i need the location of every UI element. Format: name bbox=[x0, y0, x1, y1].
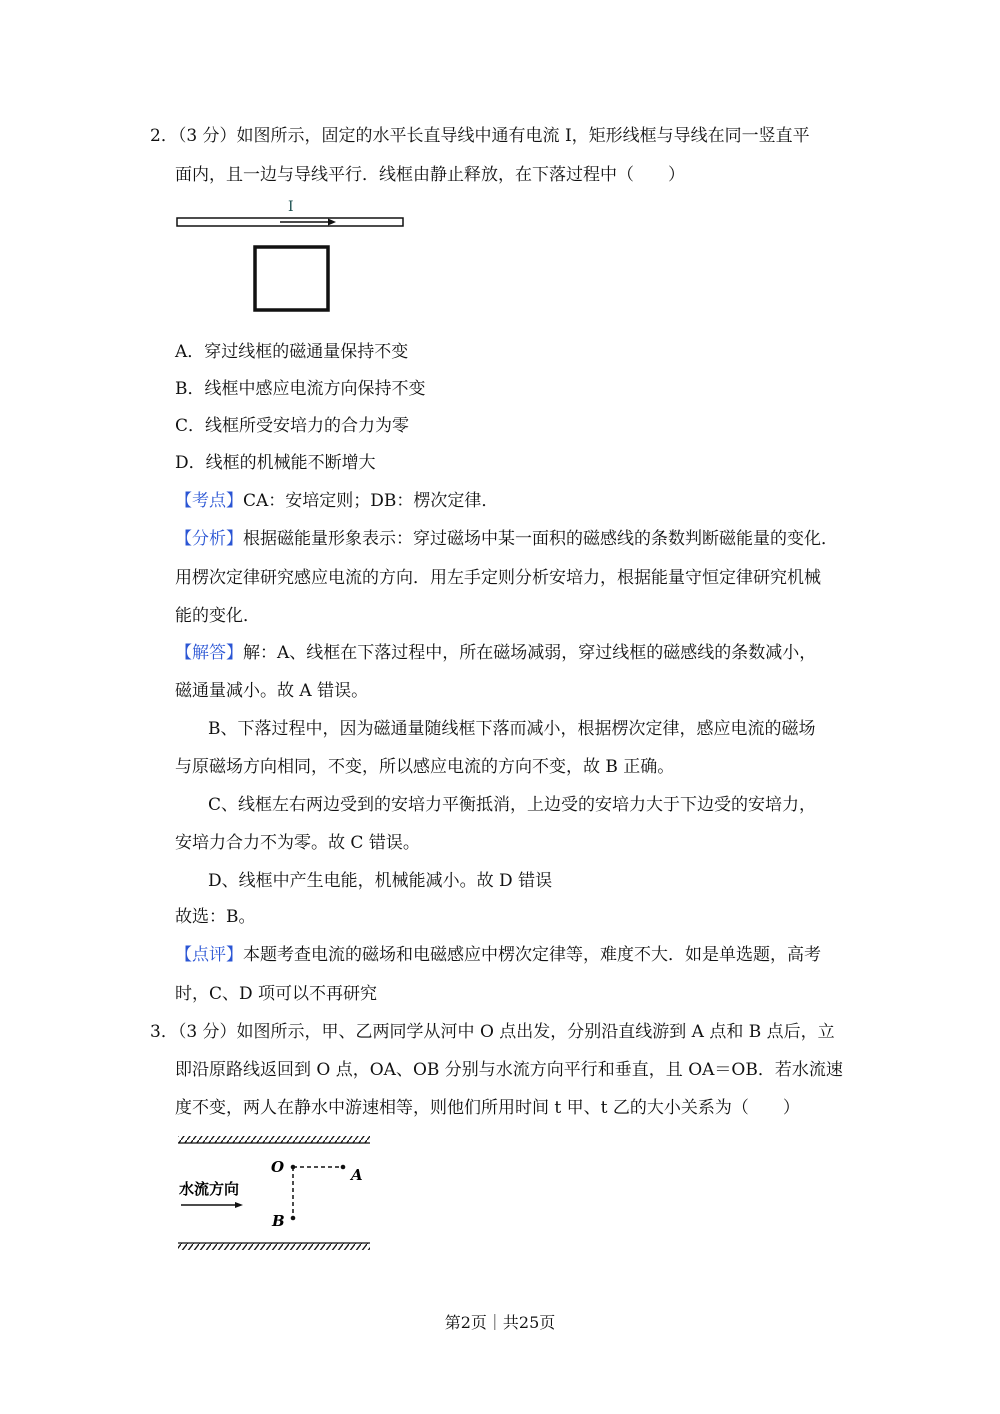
jieda-line4: 与原磁场方向相同，不变，所以感应电流的方向不变，故 B 正确。 bbox=[175, 757, 675, 777]
kaodian-text: CA：安培定则；DB：楞次定律． bbox=[243, 491, 499, 511]
fenxi-text1: 根据磁能量形象表示：穿过磁场中某一面积的磁感线的条数判断磁能量的变化． bbox=[243, 529, 838, 549]
rect-frame bbox=[255, 247, 328, 310]
jieda-tag: 【解答】 bbox=[175, 643, 243, 663]
jieda-line1 bbox=[175, 641, 816, 665]
dianping-line1 bbox=[175, 943, 821, 967]
jieda-line3: B、下落过程中，因为磁通量随线框下落而减小，根据楞次定律，感应电流的磁场 bbox=[208, 719, 816, 739]
q2-option-c: C．线框所受安培力的合力为零 bbox=[175, 416, 410, 436]
q3-stem-line2: 即沿原路线返回到 O 点，OA、OB 分别与水流方向平行和垂直，且 OA＝OB．若水流速 bbox=[175, 1060, 843, 1080]
current-arrowhead bbox=[328, 219, 336, 226]
q2-stem-line2: 面内，且一边与导线平行．线框由静止释放，在下落过程中（ ） bbox=[175, 165, 685, 185]
current-label: I bbox=[288, 199, 294, 215]
point-a-label: A bbox=[351, 1166, 363, 1184]
fenxi-tag: 【分析】 bbox=[175, 529, 243, 549]
point-a bbox=[341, 1165, 346, 1170]
q2-stem-line1: 2．（3 分）如图所示，固定的水平长直导线中通有电流 I，矩形线框与导线在同一竖直平 bbox=[150, 126, 810, 146]
dianping-tag: 【点评】 bbox=[175, 945, 243, 965]
jieda-line2: 磁通量减小。故 A 错误。 bbox=[175, 681, 369, 701]
dianping-text1: 本题考查电流的磁场和电磁感应中楞次定律等，难度不大．如是单选题，高考 bbox=[243, 945, 821, 965]
point-b bbox=[291, 1216, 296, 1221]
flow-arrowhead bbox=[235, 1202, 243, 1208]
page-footer: 第2页｜共25页 bbox=[444, 1313, 556, 1332]
jieda-line6: 安培力合力不为零。故 C 错误。 bbox=[175, 833, 420, 853]
bottom-bank-hatch bbox=[178, 1243, 370, 1250]
fenxi-line3: 能的变化． bbox=[175, 606, 260, 626]
top-bank-hatch bbox=[178, 1136, 370, 1143]
q3-stem-line1: 3．（3 分）如图所示，甲、乙两同学从河中 O 点出发，分别沿直线游到 A 点和 B 点后，立 bbox=[150, 1022, 835, 1042]
flow-direction-label: 水流方向 bbox=[179, 1180, 240, 1198]
jieda-line8: 故选：B。 bbox=[175, 907, 256, 927]
jieda-line7: D、线框中产生电能，机械能减小。故 D 错误 bbox=[208, 871, 553, 891]
fenxi-line1 bbox=[175, 527, 838, 551]
jieda-text1: 解：A、线框在下落过程中，所在磁场减弱，穿过线框的磁感线的条数减小， bbox=[243, 643, 817, 663]
fenxi-line2: 用楞次定律研究感应电流的方向．用左手定则分析安培力，根据能量守恒定律研究机械 bbox=[175, 568, 821, 588]
q2-option-d: D．线框的机械能不断增大 bbox=[175, 453, 376, 473]
jieda-line5: C、线框左右两边受到的安培力平衡抵消，上边受的安培力大于下边受的安培力， bbox=[208, 795, 817, 815]
river-figure bbox=[175, 1132, 375, 1254]
dianping-line2: 时，C、D 项可以不再研究 bbox=[175, 984, 378, 1004]
point-b-label: B bbox=[272, 1212, 285, 1230]
kaodian-line bbox=[175, 489, 498, 513]
wire-frame-figure bbox=[170, 195, 410, 320]
q3-stem-line3: 度不变，两人在静水中游速相等，则他们所用时间 t 甲、t 乙的大小关系为（ ） bbox=[175, 1098, 800, 1118]
point-o-label: O bbox=[271, 1158, 285, 1176]
kaodian-tag: 【考点】 bbox=[175, 491, 243, 511]
q2-option-a: A．穿过线框的磁通量保持不变 bbox=[175, 342, 409, 362]
q2-option-b: B．线框中感应电流方向保持不变 bbox=[175, 379, 426, 399]
